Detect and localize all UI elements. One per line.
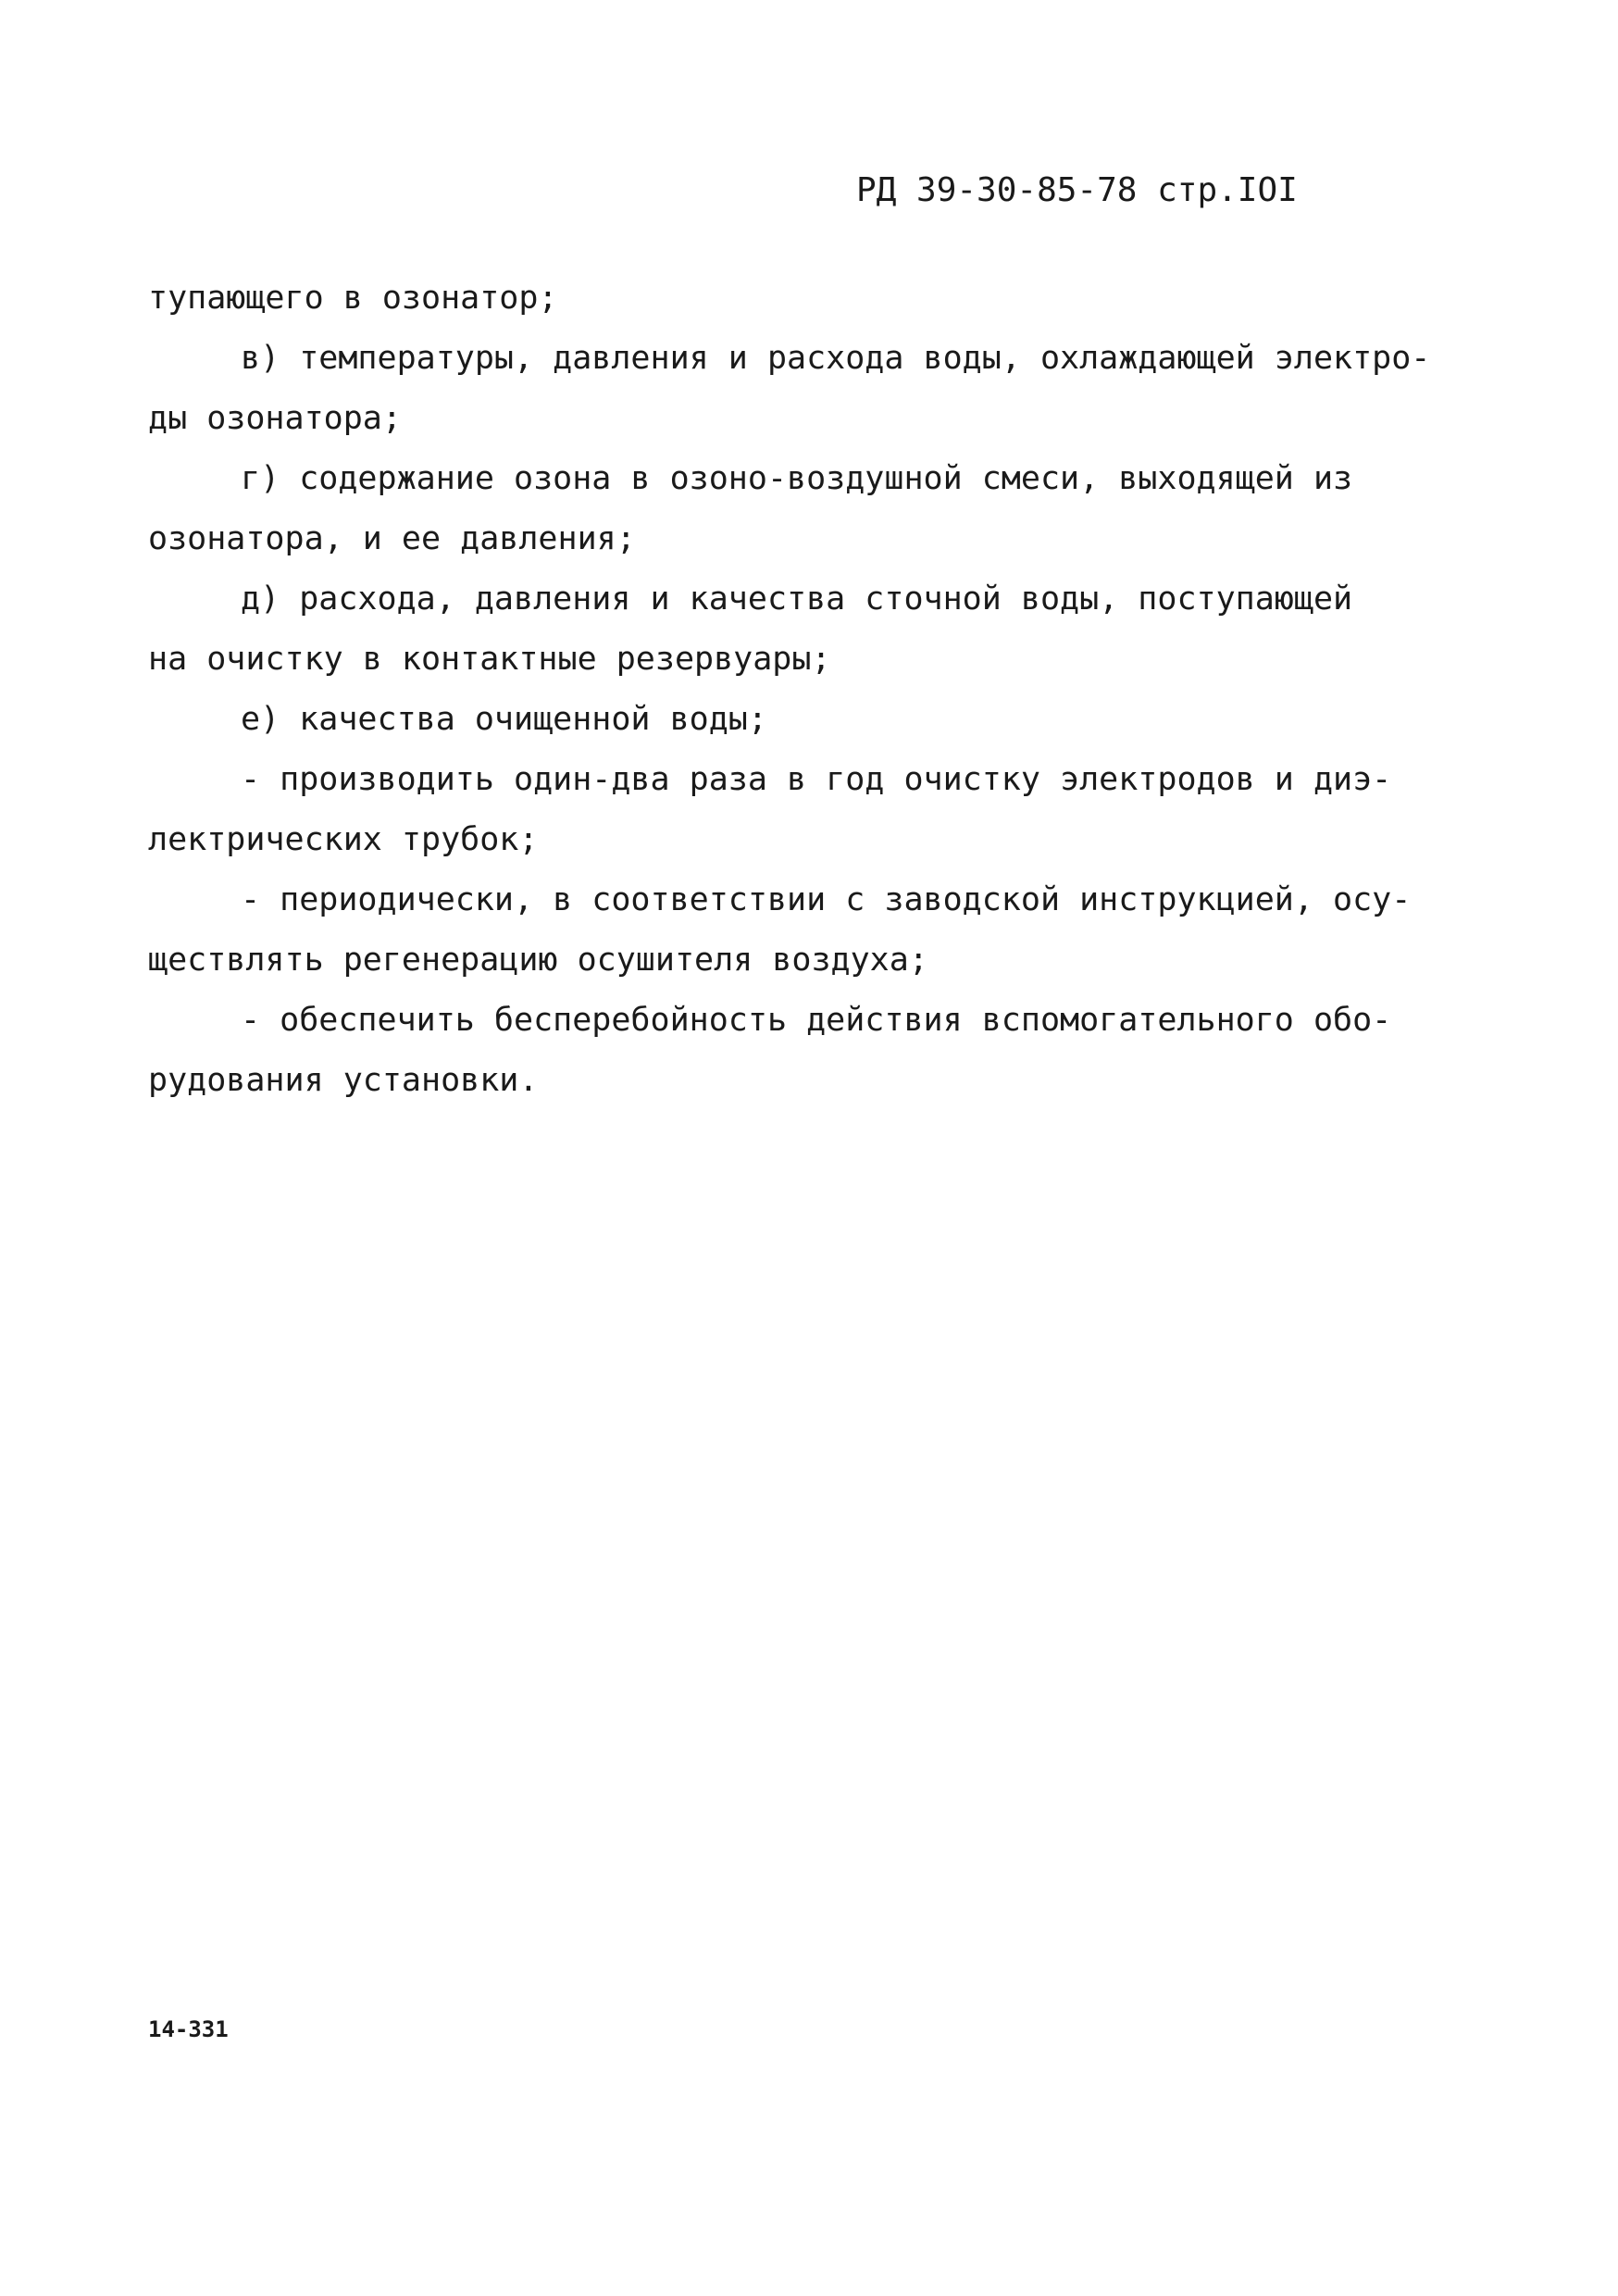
text-line: лектрических трубок;: [148, 821, 539, 858]
text-line: озонатора, и ее давления;: [148, 520, 636, 557]
text-line: ды озонатора;: [148, 400, 402, 437]
text-line: ществлять регенерацию осушителя воздуха;: [148, 942, 928, 979]
text-line: е) качества очищенной воды;: [241, 701, 767, 738]
text-line: на очистку в контактные резервуары;: [148, 641, 831, 678]
text-line: рудования установки.: [148, 1062, 539, 1099]
text-line: г) содержание озона в озоно-воздушной смеси, выходящей из: [241, 460, 1353, 497]
footer-code: 14-331: [148, 2016, 229, 2042]
text-line: тупающего в озонатор;: [148, 280, 558, 317]
text-line: д) расхода, давления и качества сточной воды, поступающей: [241, 580, 1353, 618]
page-header: РД 39-30-85-78 стр.IOI: [856, 171, 1298, 209]
body-text: [148, 268, 1431, 1111]
text-line: в) температуры, давления и расхода воды, охлаждающей электро-: [241, 340, 1431, 377]
text-line: - периодически, в соответствии с заводской инструкцией, осу-: [241, 881, 1412, 918]
text-line: - производить один-два раза в год очистку электродов и диэ-: [241, 761, 1392, 798]
text-line: - обеспечить бесперебойность действия вспомогательного обо-: [241, 1002, 1392, 1039]
